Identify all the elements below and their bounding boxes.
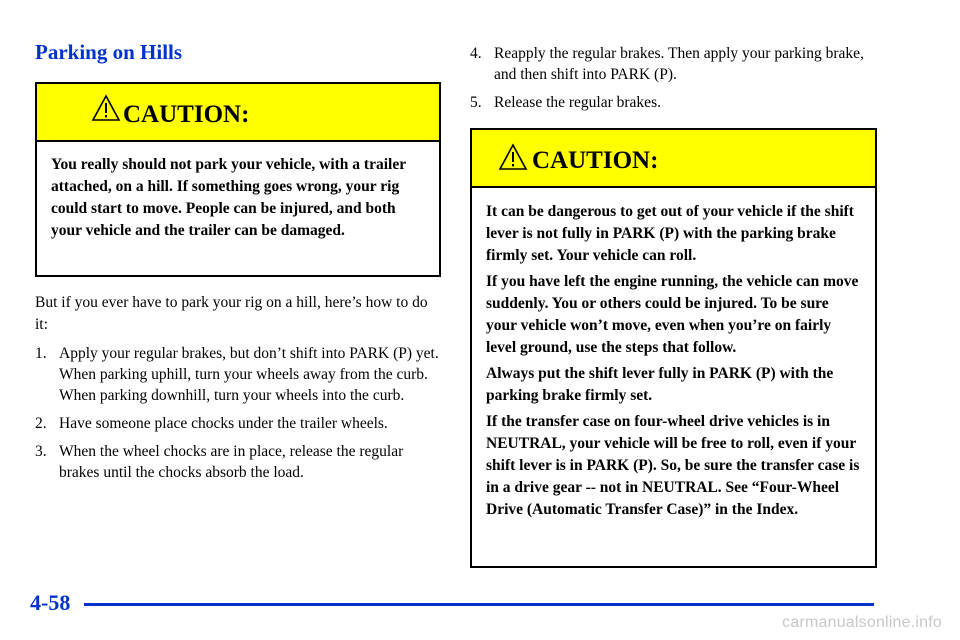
step-text: Release the regular brakes. xyxy=(494,94,661,111)
caution-title: CAUTION: xyxy=(123,101,250,128)
caution-text: Always put the shift lever fully in PARK (P) with the parking brake firmly set. xyxy=(486,365,834,404)
watermark: carmanualsonline.info xyxy=(782,614,942,631)
caution-header xyxy=(472,130,875,188)
caution-body xyxy=(472,188,875,521)
step-number: 3. xyxy=(35,443,47,460)
steps-list-left xyxy=(35,343,443,490)
caution-text: You really should not park your vehicle, with a trailer attached, on a hill. If something goes wrong, your rig could start to move. People can be injured, and both your vehicle and the trailer can be damaged. xyxy=(51,156,406,239)
caution-title: CAUTION: xyxy=(532,147,659,174)
footer-rule xyxy=(84,603,874,606)
caution-body xyxy=(37,142,439,242)
caution-text: If you have left the engine running, the vehicle can move suddenly. You or others could be injured. To be sure your vehicle won’t move, even when you’re on fairly level ground, use the steps that follow. xyxy=(486,273,859,356)
page-number: 4-58 xyxy=(30,590,71,615)
caution-box-vehicle-roll xyxy=(470,128,877,568)
step-text: Apply your regular brakes, but don’t shift into PARK (P) yet. When parking uphill, turn your wheels away from the curb. When parking downhill, turn your wheels into the curb. xyxy=(59,345,439,404)
step-number: 2. xyxy=(35,415,47,432)
steps-list-right xyxy=(470,43,878,120)
section-title: Parking on Hills xyxy=(35,40,183,64)
step-text: Reapply the regular brakes. Then apply your parking brake, and then shift into PARK (P). xyxy=(494,45,864,83)
list-item xyxy=(470,43,878,85)
step-text: Have someone place chocks under the trailer wheels. xyxy=(59,415,388,432)
step-number: 1. xyxy=(35,345,47,362)
warning-triangle-icon xyxy=(91,94,121,127)
step-number: 4. xyxy=(470,45,482,62)
warning-triangle-icon xyxy=(498,143,528,176)
caution-header xyxy=(37,84,439,142)
list-item xyxy=(35,441,443,483)
caution-text: If the transfer case on four-wheel drive vehicles is in NEUTRAL, your vehicle will be free to roll, even if your shift lever is in PARK (P). So, be sure the transfer case is in a drive gear -- not in NEUTRAL. See “Four-Wheel Drive (Automatic Transfer Case)” in the Index. xyxy=(486,413,860,518)
list-item xyxy=(470,92,878,113)
list-item xyxy=(35,413,443,434)
intro-text: But if you ever have to park your rig on a hill, here’s how to do it: xyxy=(35,294,428,333)
step-text: When the wheel chocks are in place, release the regular brakes until the chocks absorb the load. xyxy=(59,443,404,481)
list-item xyxy=(35,343,443,406)
caution-box-trailer-hill xyxy=(35,82,441,277)
step-number: 5. xyxy=(470,94,482,111)
caution-text: It can be dangerous to get out of your vehicle if the shift lever is not fully in PARK (P) with the parking brake firmly set. Your vehicle can roll. xyxy=(486,203,854,264)
